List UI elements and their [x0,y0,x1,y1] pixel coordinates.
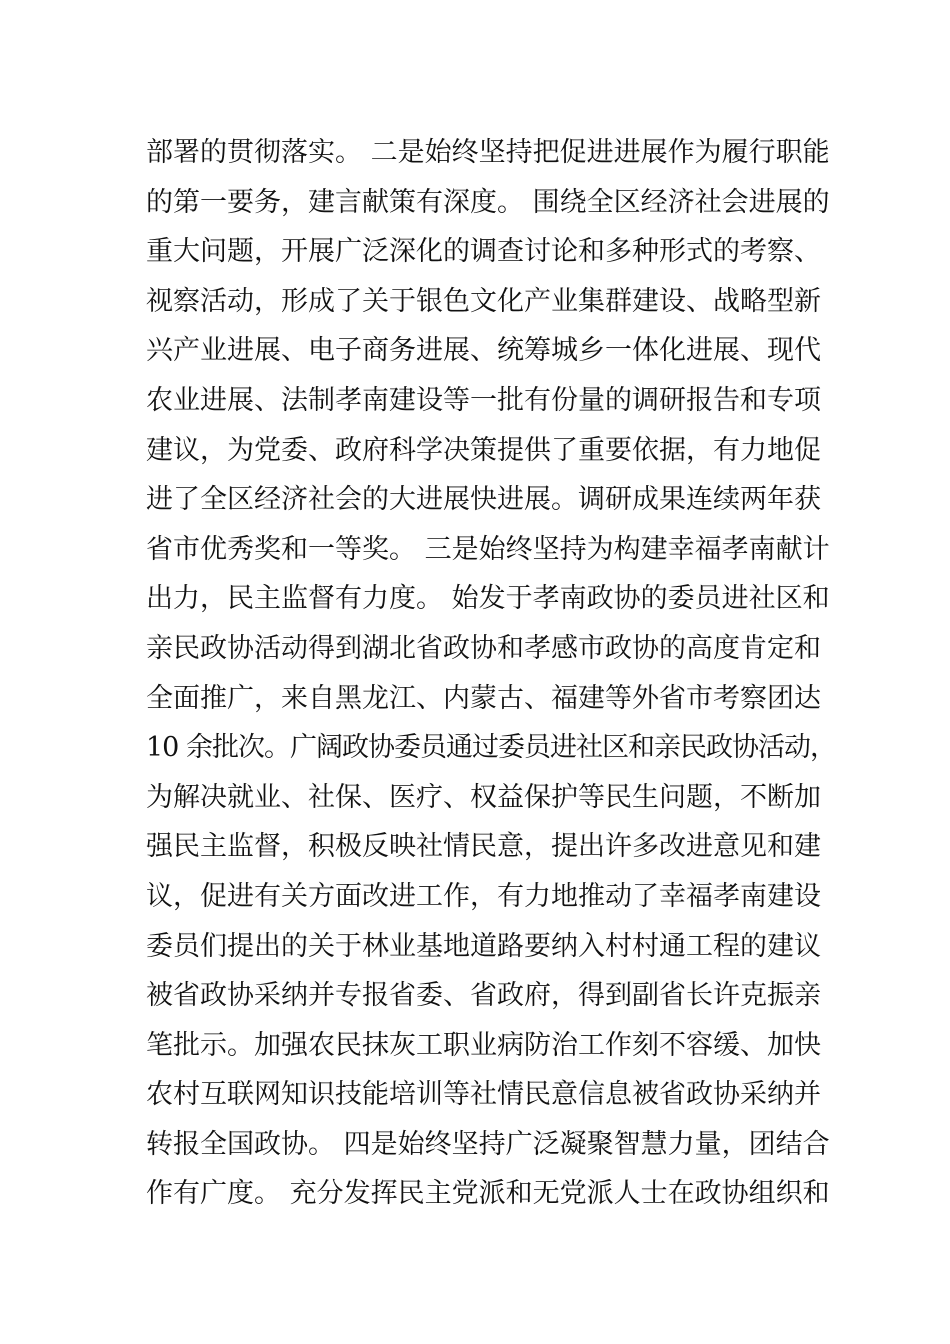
text-line: 农业进展、法制孝南建设等一批有份量的调研报告和专项 [146,384,821,416]
text-line: 建议，为党委、政府科学决策提供了重要依据，有力地促 [146,434,821,466]
text-line: 议，促进有关方面改进工作，有力地推动了幸福孝南建设 [146,880,821,912]
text-line: 部署的贯彻落实。 二是始终坚持把促进进展作为履行职能 [146,137,830,168]
text-line: 农村互联网知识技能培训等社情民意信息被省政协采纳并 [146,1079,821,1111]
text-line: 笔批示。加强农民抹灰工职业病防治工作刻不容缓、加快 [146,1029,821,1061]
text-line: 视察活动，形成了关于银色文化产业集群建设、战略型新 [146,285,821,317]
text-line: 被省政协采纳并专报省委、省政府，得到副省长许克振亲 [146,980,821,1012]
text-line: 作有广度。 充分发挥民主党派和无党派人士在政协组织和 [146,1178,830,1210]
text-line: 省市优秀奖和一等奖。 三是始终坚持为构建幸福孝南献计 [146,533,830,565]
text-line: 兴产业进展、电子商务进展、统筹城乡一体化进展、现代 [146,335,821,367]
text-line: 委员们提出的关于林业基地道路要纳入村村通工程的建议 [146,930,821,962]
text-line: 全面推广，来自黑龙江、内蒙古、福建等外省市考察团达 [146,682,821,714]
body-text [146,128,836,1219]
text-line: 强民主监督，积极反映社情民意，提出许多改进意见和建 [146,831,821,863]
text-line: 亲民政协活动得到湖北省政协和孝感市政协的高度肯定和 [146,632,821,664]
text-line: 出力，民主监督有力度。 始发于孝南政协的委员进社区和 [146,583,830,615]
text-line: 进了全区经济社会的大进展快进展。调研成果连续两年获 [146,484,821,516]
text-line: 的第一要务，建言献策有深度。 围绕全区经济社会进展的 [146,186,830,218]
text-line: 10 余批次。广阔政协委员通过委员进社区和亲民政协活动， [146,732,836,764]
text-line: 为解决就业、社保、医疗、权益保护等民生问题，不断加 [146,781,821,813]
text-line: 转报全国政协。 四是始终坚持广泛凝聚智慧力量，团结合 [146,1128,830,1160]
text-line: 重大问题，开展广泛深化的调查讨论和多种形式的考察、 [146,236,821,268]
